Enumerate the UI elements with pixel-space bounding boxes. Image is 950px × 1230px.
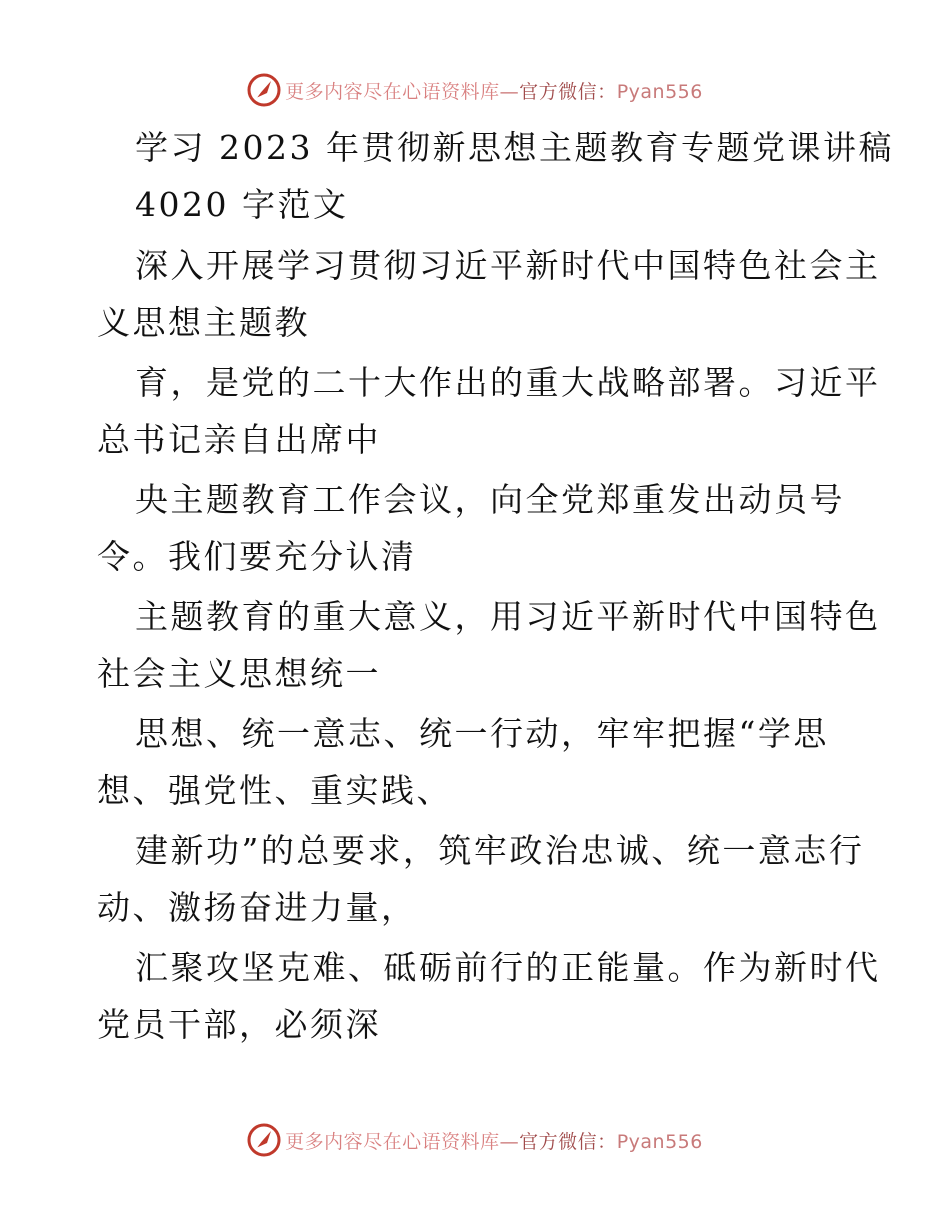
banner-wechat-id: Pyan556 [616, 1130, 703, 1153]
paragraph-line: 社会主义思想统一 [97, 654, 381, 693]
paragraph-line: 主题教育的重大意义，用习近平新时代中国特色 [135, 597, 881, 636]
paragraph-line: 深入开展学习贯彻习近平新时代中国特色社会主 [135, 246, 881, 285]
banner-dash: — [499, 1130, 520, 1153]
feather-circle-icon [247, 73, 281, 107]
paragraph-line: 想、强党性、重实践、 [97, 771, 452, 810]
paragraph-line: 汇聚攻坚克难、砥砺前行的正能量。作为新时代 [135, 948, 881, 987]
banner-wechat-id: Pyan556 [616, 80, 703, 103]
paragraph-line: 育，是党的二十大作出的重大战略部署。习近平 [135, 363, 881, 402]
paragraph-line: 央主题教育工作会议，向全党郑重发出动员号 [135, 480, 845, 519]
paragraph-line: 总书记亲自出席中 [97, 420, 381, 459]
paragraph-line: 建新功”的总要求，筑牢政治忠诚、统一意志行 [135, 831, 865, 870]
banner-title: 更多内容尽在心语资料库 [285, 80, 500, 103]
footer-banner [0, 1120, 950, 1160]
document-title-line-2: 4020 字范文 [135, 185, 349, 224]
paragraph-line: 令。我们要充分认清 [97, 537, 417, 576]
feather-circle-icon [247, 1123, 281, 1157]
paragraph-line: 动、激扬奋进力量， [97, 888, 417, 927]
paragraph-line: 义思想主题教 [97, 303, 310, 342]
banner-dash: — [499, 80, 520, 103]
paragraph-line: 党员干部，必须深 [97, 1005, 381, 1044]
banner-title: 更多内容尽在心语资料库 [285, 1130, 500, 1153]
banner-wechat-label: 官方微信： [519, 80, 617, 103]
banner-text [285, 77, 703, 104]
document-title-line-1: 学习 2023 年贯彻新思想主题教育专题党课讲稿 [135, 128, 894, 167]
header-banner [0, 70, 950, 110]
banner-text [285, 1127, 703, 1154]
banner-wechat-label: 官方微信： [519, 1130, 617, 1153]
paragraph-line: 思想、统一意志、统一行动，牢牢把握“学思 [135, 714, 829, 753]
